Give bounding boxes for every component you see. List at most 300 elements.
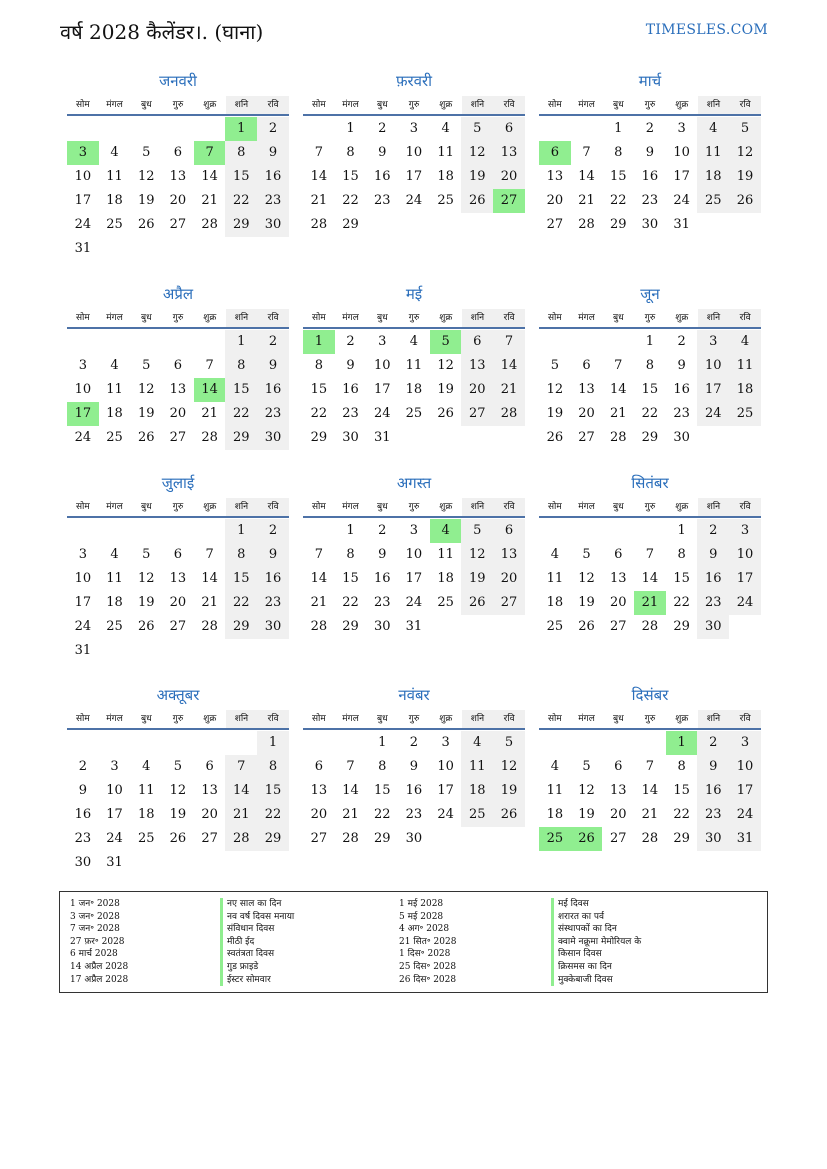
day-cell[interactable]: 27: [201, 831, 218, 846]
day-cell[interactable]: 18: [461, 779, 493, 803]
day-cell[interactable]: 25: [461, 803, 493, 827]
day-cell[interactable]: 15: [225, 378, 257, 402]
day-cell[interactable]: 2: [257, 117, 289, 141]
day-cell[interactable]: 21: [641, 807, 659, 822]
day-cell[interactable]: 25: [546, 619, 564, 634]
day-cell[interactable]: 3: [677, 121, 686, 136]
day-cell[interactable]: 19: [578, 807, 595, 822]
day-cell[interactable]: 8: [314, 358, 323, 373]
day-cell[interactable]: 21: [310, 193, 328, 208]
site-name[interactable]: TIMESLES.COM: [645, 22, 768, 38]
day-cell[interactable]: 19: [437, 382, 454, 397]
day-cell[interactable]: 16: [373, 571, 391, 586]
day-cell[interactable]: 20: [609, 807, 627, 822]
day-cell[interactable]: 28: [201, 430, 218, 445]
day-cell[interactable]: 18: [546, 807, 564, 822]
day-cell[interactable]: 23: [373, 193, 391, 208]
day-cell[interactable]: 12: [578, 783, 595, 798]
day-cell[interactable]: 12: [546, 382, 564, 397]
day-cell[interactable]: 20: [169, 406, 187, 421]
day-cell[interactable]: 25: [106, 619, 123, 634]
day-cell[interactable]: 3: [697, 330, 729, 354]
day-cell[interactable]: 25: [137, 831, 155, 846]
day-cell[interactable]: 13: [169, 571, 187, 586]
day-cell[interactable]: 18: [106, 193, 123, 208]
holiday-day-cell[interactable]: 5: [430, 330, 462, 354]
day-cell[interactable]: 23: [257, 189, 289, 213]
day-cell[interactable]: 25: [697, 189, 729, 213]
day-cell[interactable]: 24: [373, 406, 391, 421]
day-cell[interactable]: 15: [342, 169, 359, 184]
day-cell[interactable]: 10: [74, 382, 92, 397]
day-cell[interactable]: 28: [225, 827, 257, 851]
day-cell[interactable]: 24: [74, 217, 92, 232]
day-cell[interactable]: 10: [106, 783, 123, 798]
day-cell[interactable]: 18: [106, 406, 123, 421]
day-cell[interactable]: 9: [257, 543, 289, 567]
day-cell[interactable]: 7: [645, 759, 655, 774]
day-cell[interactable]: 14: [609, 382, 627, 397]
day-cell[interactable]: 5: [461, 117, 493, 141]
day-cell[interactable]: 4: [461, 731, 493, 755]
day-cell[interactable]: 16: [257, 567, 289, 591]
day-cell[interactable]: 27: [461, 402, 493, 426]
day-cell[interactable]: 27: [169, 430, 187, 445]
day-cell[interactable]: 19: [546, 406, 564, 421]
day-cell[interactable]: 1: [378, 735, 387, 750]
day-cell[interactable]: 29: [257, 827, 289, 851]
day-cell[interactable]: 4: [550, 759, 559, 774]
day-cell[interactable]: 7: [314, 547, 323, 562]
day-cell[interactable]: 10: [729, 543, 761, 567]
day-cell[interactable]: 14: [493, 354, 525, 378]
day-cell[interactable]: 19: [461, 165, 493, 189]
day-cell[interactable]: 19: [169, 807, 187, 822]
holiday-day-cell[interactable]: 3: [67, 141, 99, 165]
day-cell[interactable]: 7: [225, 755, 257, 779]
day-cell[interactable]: 30: [373, 619, 391, 634]
holiday-day-cell[interactable]: 7: [194, 141, 226, 165]
day-cell[interactable]: 30: [697, 615, 729, 639]
day-cell[interactable]: 28: [641, 831, 659, 846]
day-cell[interactable]: 20: [310, 807, 328, 822]
day-cell[interactable]: 22: [257, 803, 289, 827]
day-cell[interactable]: 17: [74, 193, 92, 208]
day-cell[interactable]: 12: [137, 382, 155, 397]
day-cell[interactable]: 27: [546, 217, 564, 232]
day-cell[interactable]: 10: [74, 571, 92, 586]
day-cell[interactable]: 5: [142, 145, 151, 160]
day-cell[interactable]: 15: [641, 382, 659, 397]
day-cell[interactable]: 13: [493, 141, 525, 165]
day-cell[interactable]: 9: [78, 783, 87, 798]
day-cell[interactable]: 26: [493, 803, 525, 827]
day-cell[interactable]: 4: [409, 334, 419, 349]
day-cell[interactable]: 23: [673, 406, 690, 421]
day-cell[interactable]: 31: [74, 643, 92, 658]
day-cell[interactable]: 29: [310, 430, 328, 445]
day-cell[interactable]: 26: [137, 217, 155, 232]
day-cell[interactable]: 15: [673, 783, 690, 798]
day-cell[interactable]: 22: [673, 595, 690, 610]
day-cell[interactable]: 11: [461, 755, 493, 779]
day-cell[interactable]: 8: [677, 547, 686, 562]
day-cell[interactable]: 11: [405, 358, 423, 373]
holiday-day-cell[interactable]: 14: [194, 378, 226, 402]
day-cell[interactable]: 7: [205, 358, 214, 373]
day-cell[interactable]: 28: [578, 217, 595, 232]
day-cell[interactable]: 17: [373, 382, 391, 397]
day-cell[interactable]: 22: [225, 189, 257, 213]
day-cell[interactable]: 9: [346, 358, 355, 373]
day-cell[interactable]: 16: [673, 382, 690, 397]
day-cell[interactable]: 24: [437, 807, 454, 822]
day-cell[interactable]: 23: [405, 807, 423, 822]
holiday-day-cell[interactable]: 1: [225, 117, 257, 141]
day-cell[interactable]: 20: [461, 378, 493, 402]
day-cell[interactable]: 21: [342, 807, 359, 822]
day-cell[interactable]: 22: [225, 591, 257, 615]
day-cell[interactable]: 28: [310, 217, 328, 232]
day-cell[interactable]: 6: [493, 117, 525, 141]
day-cell[interactable]: 20: [578, 406, 595, 421]
day-cell[interactable]: 2: [378, 121, 387, 136]
day-cell[interactable]: 28: [201, 619, 218, 634]
day-cell[interactable]: 26: [578, 619, 595, 634]
day-cell[interactable]: 15: [673, 571, 690, 586]
day-cell[interactable]: 21: [201, 406, 218, 421]
day-cell[interactable]: 5: [493, 731, 525, 755]
holiday-day-cell[interactable]: 6: [539, 141, 571, 165]
day-cell[interactable]: 20: [609, 595, 627, 610]
day-cell[interactable]: 29: [225, 615, 257, 639]
day-cell[interactable]: 21: [310, 595, 328, 610]
day-cell[interactable]: 2: [409, 735, 419, 750]
day-cell[interactable]: 23: [342, 406, 359, 421]
day-cell[interactable]: 20: [546, 193, 564, 208]
day-cell[interactable]: 11: [106, 169, 123, 184]
day-cell[interactable]: 31: [729, 827, 761, 851]
holiday-day-cell[interactable]: 4: [430, 519, 462, 543]
day-cell[interactable]: 20: [201, 807, 218, 822]
day-cell[interactable]: 17: [405, 169, 423, 184]
day-cell[interactable]: 18: [405, 382, 423, 397]
day-cell[interactable]: 14: [225, 779, 257, 803]
day-cell[interactable]: 16: [373, 169, 391, 184]
day-cell[interactable]: 24: [673, 193, 690, 208]
day-cell[interactable]: 23: [697, 803, 729, 827]
day-cell[interactable]: 17: [74, 595, 92, 610]
day-cell[interactable]: 5: [461, 519, 493, 543]
day-cell[interactable]: 2: [697, 519, 729, 543]
day-cell[interactable]: 11: [546, 571, 564, 586]
day-cell[interactable]: 19: [493, 779, 525, 803]
day-cell[interactable]: 22: [342, 595, 359, 610]
day-cell[interactable]: 8: [677, 759, 686, 774]
day-cell[interactable]: 24: [74, 430, 92, 445]
day-cell[interactable]: 3: [78, 358, 87, 373]
day-cell[interactable]: 9: [697, 755, 729, 779]
day-cell[interactable]: 4: [729, 330, 761, 354]
day-cell[interactable]: 26: [461, 591, 493, 615]
day-cell[interactable]: 6: [614, 547, 623, 562]
day-cell[interactable]: 13: [201, 783, 218, 798]
day-cell[interactable]: 21: [225, 803, 257, 827]
day-cell[interactable]: 26: [546, 430, 564, 445]
day-cell[interactable]: 11: [729, 354, 761, 378]
day-cell[interactable]: 15: [225, 165, 257, 189]
day-cell[interactable]: 14: [310, 571, 328, 586]
day-cell[interactable]: 16: [697, 567, 729, 591]
day-cell[interactable]: 12: [729, 141, 761, 165]
day-cell[interactable]: 24: [729, 591, 761, 615]
day-cell[interactable]: 19: [137, 595, 155, 610]
day-cell[interactable]: 1: [346, 523, 355, 538]
day-cell[interactable]: 29: [673, 831, 690, 846]
day-cell[interactable]: 17: [729, 567, 761, 591]
day-cell[interactable]: 6: [205, 759, 214, 774]
day-cell[interactable]: 22: [310, 406, 328, 421]
day-cell[interactable]: 23: [697, 591, 729, 615]
day-cell[interactable]: 21: [201, 595, 218, 610]
day-cell[interactable]: 22: [641, 406, 659, 421]
day-cell[interactable]: 2: [677, 334, 686, 349]
day-cell[interactable]: 17: [729, 779, 761, 803]
day-cell[interactable]: 14: [201, 571, 218, 586]
day-cell[interactable]: 24: [74, 619, 92, 634]
day-cell[interactable]: 1: [346, 121, 355, 136]
day-cell[interactable]: 12: [169, 783, 187, 798]
day-cell[interactable]: 24: [405, 595, 423, 610]
day-cell[interactable]: 27: [609, 831, 627, 846]
day-cell[interactable]: 20: [493, 165, 525, 189]
day-cell[interactable]: 28: [310, 619, 328, 634]
day-cell[interactable]: 5: [550, 358, 559, 373]
day-cell[interactable]: 6: [173, 547, 183, 562]
day-cell[interactable]: 3: [729, 731, 761, 755]
day-cell[interactable]: 22: [342, 193, 359, 208]
day-cell[interactable]: 11: [437, 145, 454, 160]
day-cell[interactable]: 12: [137, 571, 155, 586]
day-cell[interactable]: 13: [578, 382, 595, 397]
day-cell[interactable]: 22: [673, 807, 690, 822]
day-cell[interactable]: 12: [461, 543, 493, 567]
day-cell[interactable]: 6: [314, 759, 323, 774]
day-cell[interactable]: 3: [378, 334, 387, 349]
day-cell[interactable]: 9: [677, 358, 686, 373]
day-cell[interactable]: 29: [342, 619, 359, 634]
day-cell[interactable]: 1: [677, 523, 686, 538]
day-cell[interactable]: 9: [257, 354, 289, 378]
day-cell[interactable]: 29: [609, 217, 627, 232]
day-cell[interactable]: 9: [257, 141, 289, 165]
day-cell[interactable]: 23: [641, 193, 659, 208]
day-cell[interactable]: 9: [697, 543, 729, 567]
day-cell[interactable]: 13: [609, 571, 627, 586]
day-cell[interactable]: 31: [106, 855, 123, 870]
day-cell[interactable]: 7: [205, 547, 214, 562]
day-cell[interactable]: 30: [257, 213, 289, 237]
day-cell[interactable]: 4: [142, 759, 151, 774]
day-cell[interactable]: 8: [378, 759, 387, 774]
day-cell[interactable]: 19: [137, 193, 155, 208]
holiday-day-cell[interactable]: 27: [493, 189, 525, 213]
day-cell[interactable]: 4: [697, 117, 729, 141]
day-cell[interactable]: 16: [257, 378, 289, 402]
day-cell[interactable]: 29: [373, 831, 391, 846]
day-cell[interactable]: 4: [550, 547, 559, 562]
day-cell[interactable]: 8: [645, 358, 655, 373]
day-cell[interactable]: 25: [437, 595, 454, 610]
day-cell[interactable]: 18: [546, 595, 564, 610]
day-cell[interactable]: 22: [225, 402, 257, 426]
day-cell[interactable]: 9: [378, 547, 387, 562]
day-cell[interactable]: 16: [74, 807, 92, 822]
day-cell[interactable]: 30: [697, 827, 729, 851]
day-cell[interactable]: 25: [729, 402, 761, 426]
day-cell[interactable]: 5: [142, 547, 151, 562]
day-cell[interactable]: 6: [173, 145, 183, 160]
day-cell[interactable]: 6: [173, 358, 183, 373]
day-cell[interactable]: 22: [373, 807, 391, 822]
day-cell[interactable]: 2: [697, 731, 729, 755]
day-cell[interactable]: 14: [310, 169, 328, 184]
day-cell[interactable]: 27: [609, 619, 627, 634]
day-cell[interactable]: 10: [437, 759, 454, 774]
day-cell[interactable]: 26: [137, 430, 155, 445]
day-cell[interactable]: 12: [493, 755, 525, 779]
day-cell[interactable]: 12: [437, 358, 454, 373]
day-cell[interactable]: 27: [310, 831, 328, 846]
day-cell[interactable]: 1: [225, 519, 257, 543]
day-cell[interactable]: 18: [437, 169, 454, 184]
day-cell[interactable]: 7: [493, 330, 525, 354]
day-cell[interactable]: 3: [409, 121, 419, 136]
day-cell[interactable]: 7: [582, 145, 591, 160]
day-cell[interactable]: 23: [373, 595, 391, 610]
day-cell[interactable]: 1: [614, 121, 623, 136]
day-cell[interactable]: 5: [582, 547, 591, 562]
day-cell[interactable]: 2: [346, 334, 355, 349]
day-cell[interactable]: 18: [729, 378, 761, 402]
day-cell[interactable]: 14: [342, 783, 359, 798]
day-cell[interactable]: 29: [342, 217, 359, 232]
day-cell[interactable]: 21: [578, 193, 595, 208]
holiday-day-cell[interactable]: 21: [634, 591, 666, 615]
day-cell[interactable]: 29: [225, 213, 257, 237]
day-cell[interactable]: 4: [110, 145, 119, 160]
day-cell[interactable]: 8: [225, 543, 257, 567]
day-cell[interactable]: 27: [493, 591, 525, 615]
day-cell[interactable]: 2: [257, 330, 289, 354]
day-cell[interactable]: 30: [74, 855, 92, 870]
day-cell[interactable]: 2: [378, 523, 387, 538]
day-cell[interactable]: 6: [614, 759, 623, 774]
day-cell[interactable]: 25: [106, 217, 123, 232]
day-cell[interactable]: 9: [645, 145, 655, 160]
day-cell[interactable]: 10: [405, 145, 423, 160]
day-cell[interactable]: 23: [257, 591, 289, 615]
day-cell[interactable]: 15: [257, 779, 289, 803]
day-cell[interactable]: 6: [461, 330, 493, 354]
day-cell[interactable]: 10: [697, 354, 729, 378]
day-cell[interactable]: 21: [609, 406, 627, 421]
day-cell[interactable]: 31: [673, 217, 690, 232]
day-cell[interactable]: 19: [729, 165, 761, 189]
day-cell[interactable]: 21: [201, 193, 218, 208]
day-cell[interactable]: 17: [405, 571, 423, 586]
day-cell[interactable]: 20: [169, 193, 187, 208]
day-cell[interactable]: 26: [169, 831, 187, 846]
day-cell[interactable]: 7: [314, 145, 323, 160]
day-cell[interactable]: 26: [461, 189, 493, 213]
day-cell[interactable]: 5: [173, 759, 183, 774]
day-cell[interactable]: 28: [609, 430, 627, 445]
day-cell[interactable]: 24: [106, 831, 123, 846]
day-cell[interactable]: 28: [493, 402, 525, 426]
day-cell[interactable]: 21: [493, 378, 525, 402]
day-cell[interactable]: 31: [74, 241, 92, 256]
day-cell[interactable]: 10: [673, 145, 690, 160]
day-cell[interactable]: 11: [106, 571, 123, 586]
day-cell[interactable]: 29: [225, 426, 257, 450]
day-cell[interactable]: 2: [78, 759, 87, 774]
day-cell[interactable]: 27: [169, 619, 187, 634]
day-cell[interactable]: 14: [578, 169, 595, 184]
day-cell[interactable]: 20: [169, 595, 187, 610]
day-cell[interactable]: 20: [493, 567, 525, 591]
day-cell[interactable]: 6: [493, 519, 525, 543]
day-cell[interactable]: 13: [461, 354, 493, 378]
day-cell[interactable]: 7: [614, 358, 623, 373]
day-cell[interactable]: 13: [310, 783, 328, 798]
day-cell[interactable]: 17: [106, 807, 123, 822]
day-cell[interactable]: 8: [346, 547, 355, 562]
day-cell[interactable]: 15: [609, 169, 627, 184]
day-cell[interactable]: 13: [609, 783, 627, 798]
day-cell[interactable]: 28: [342, 831, 359, 846]
day-cell[interactable]: 18: [437, 571, 454, 586]
day-cell[interactable]: 10: [373, 358, 391, 373]
day-cell[interactable]: 28: [201, 217, 218, 232]
day-cell[interactable]: 24: [729, 803, 761, 827]
day-cell[interactable]: 3: [78, 547, 87, 562]
day-cell[interactable]: 11: [437, 547, 454, 562]
day-cell[interactable]: 10: [74, 169, 92, 184]
day-cell[interactable]: 24: [697, 402, 729, 426]
day-cell[interactable]: 2: [645, 121, 655, 136]
day-cell[interactable]: 11: [546, 783, 564, 798]
day-cell[interactable]: 26: [729, 189, 761, 213]
day-cell[interactable]: 14: [641, 571, 659, 586]
day-cell[interactable]: 27: [169, 217, 187, 232]
day-cell[interactable]: 26: [437, 406, 454, 421]
day-cell[interactable]: 12: [137, 169, 155, 184]
day-cell[interactable]: 25: [437, 193, 454, 208]
day-cell[interactable]: 3: [441, 735, 450, 750]
day-cell[interactable]: 19: [461, 567, 493, 591]
day-cell[interactable]: 17: [697, 378, 729, 402]
day-cell[interactable]: 19: [137, 406, 155, 421]
day-cell[interactable]: 5: [142, 358, 151, 373]
day-cell[interactable]: 4: [441, 121, 450, 136]
day-cell[interactable]: 9: [409, 759, 419, 774]
holiday-day-cell[interactable]: 26: [571, 827, 603, 851]
day-cell[interactable]: 12: [461, 141, 493, 165]
day-cell[interactable]: 30: [257, 426, 289, 450]
day-cell[interactable]: 19: [578, 595, 595, 610]
day-cell[interactable]: 3: [409, 523, 419, 538]
